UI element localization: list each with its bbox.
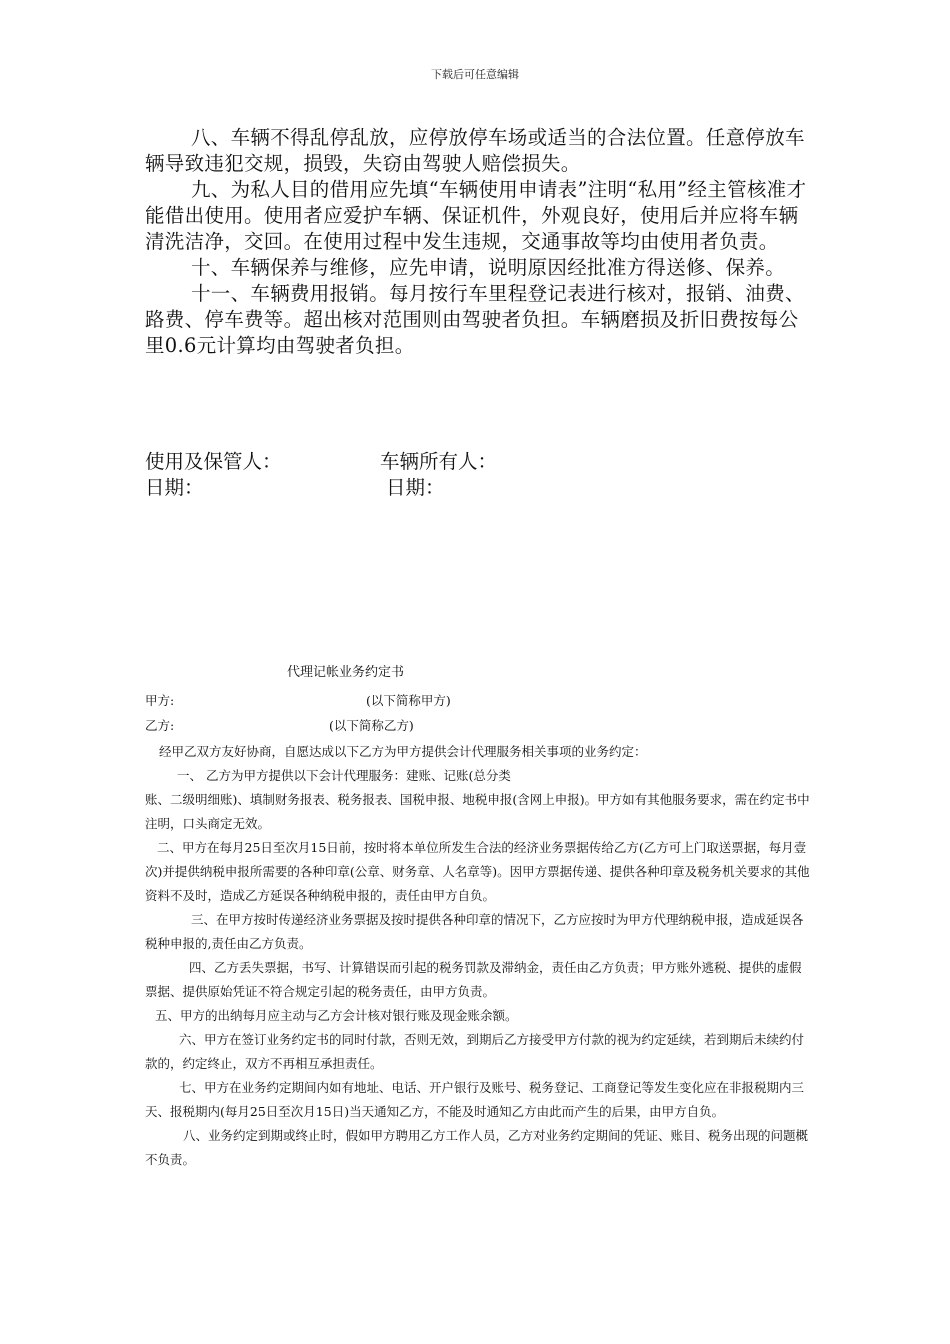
- clause-4: 四、乙方丢失票据，书写、计算错误而引起的税务罚款及滞纳金，责任由乙方负责；甲方账外逃税、提供的虚假票据、提供原始凭证不符合规定引起的税务责任，由甲方负责。: [145, 960, 802, 999]
- rule-paragraph-11: 十一、车辆费用报销。每月按行车里程登记表进行核对，报销、油费、路费、停车费等。超出核对范围则由驾驶者负担。车辆磨损及折旧费按每公里0.6元计算均由驾驶者负担。: [145, 282, 805, 357]
- vehicle-rules-section: [145, 125, 813, 359]
- date-label-left: 日期：: [145, 476, 204, 499]
- clause-2: 二、甲方在每月25日至次月15日前，按时将本单位所发生合法的经济业务票据传给乙方(乙方可上门取送票据，每月壹次)并提供纳税申报所需要的各种印章(公章、财务章、人名章等)。因甲方票据传递、提供各种印章及税务机关要求的其他资料不及时，造成乙方延误各种纳税申报的，责任由甲方自负。: [145, 840, 810, 903]
- agreement-body: [145, 740, 813, 1172]
- clause-1-line-2: 账、二级明细账)、填制财务报表、税务报表、国税申报、地税申报(含网上申报)。甲方如有其他服务要求，需在约定书中注明，口头商定无效。: [145, 792, 810, 831]
- clause-7: 七、甲方在业务约定期间内如有地址、电话、开户银行及账号、税务登记、工商登记等发生变化应在非报税期内三天、报税期内(每月25日至次月15日)当天通知乙方，不能及时通知乙方由此而产生的后果，由甲方自负。: [145, 1080, 805, 1119]
- party-a-note: (以下简称甲方): [366, 693, 451, 708]
- rule-paragraph-10: 十、车辆保养与维修，应先申请，说明原因经批准方得送修、保养。: [191, 256, 786, 279]
- agreement-title: 代理记帐业务约定书: [287, 665, 405, 680]
- vehicle-owner-label: 车辆所有人：: [380, 450, 498, 473]
- clause-8: 八、业务约定到期或终止时，假如甲方聘用乙方工作人员，乙方对业务约定期间的凭证、账目、税务出现的问题概不负责。: [145, 1128, 809, 1167]
- party-b-label: 乙方:: [145, 718, 175, 733]
- agreement-intro: 经甲乙双方友好协商，自愿达成以下乙方为甲方提供会计代理服务相关事项的业务约定：: [159, 744, 647, 759]
- rule-paragraph-8: 八、车辆不得乱停乱放，应停放停车场或适当的合法位置。任意停放车辆导致违犯交规，损毁，失窃由驾驶人赔偿损失。: [145, 126, 805, 175]
- party-b-note: (以下简称乙方): [329, 718, 414, 733]
- clause-6: 六、甲方在签订业务约定书的同时付款，否则无效，到期后乙方接受甲方付款的视为约定延续，若到期后未续约付款的，约定终止，双方不再相互承担责任。: [145, 1032, 805, 1071]
- clause-1-line-1: 一、 乙方为甲方提供以下会计代理服务：建账、记账(总分类: [177, 768, 511, 783]
- party-a-label: 甲方:: [145, 693, 175, 708]
- clause-3: 三、在甲方按时传递经济业务票据及按时提供各种印章的情况下，乙方应按时为甲方代理纳税申报，造成延误各税种申报的,责任由乙方负责。: [145, 912, 804, 951]
- rule-paragraph-9: 九、为私人目的借用应先填“车辆使用申请表”注明“私用”经主管核准才能借出使用。使用者应爱护车辆、保证机件，外观良好，使用后并应将车辆清洗洁净，交回。在使用过程中发生违规，交通事故等均由使用者负责。: [145, 178, 807, 253]
- user-keeper-label: 使用及保管人：: [145, 450, 282, 473]
- clause-5: 五、甲方的出纳每月应主动与乙方会计核对银行账及现金账余额。: [155, 1008, 518, 1023]
- page-header: 下载后可任意编辑: [431, 68, 519, 81]
- date-label-right: 日期：: [386, 476, 445, 499]
